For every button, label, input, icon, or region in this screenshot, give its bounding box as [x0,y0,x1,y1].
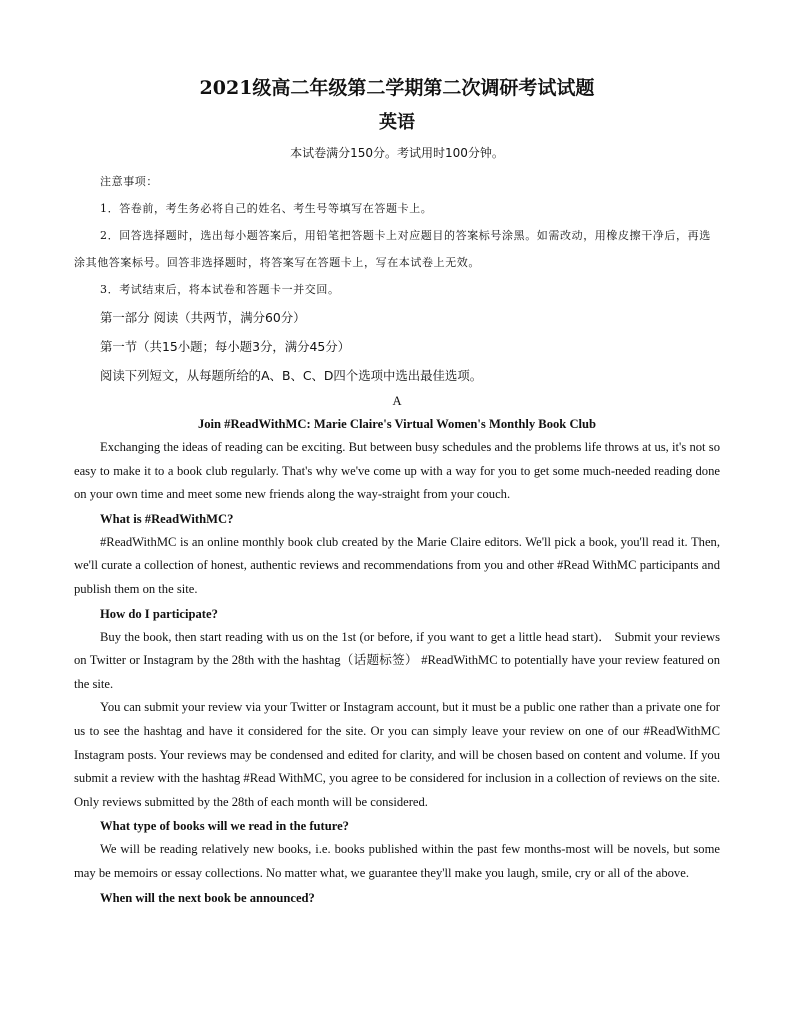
subheading-participate: How do I participate? [100,606,218,621]
notes-heading: 注意事项： [100,175,158,188]
note-3: 3．考试结束后，将本试卷和答题卡一并交回。 [100,283,340,296]
paragraph-3: Buy the book, then start reading with us on the 1st (or before, if you want to get a little head start)． Submit your reviews on Twitter or Instagram by the 28th with the hashtag（话题标签） #ReadWithMC to potentially have your review featured on the site. [74,629,720,691]
section-heading: 第一节（共15小题；每小题3分，满分45分） [100,339,351,354]
subject-title: 英语 [379,112,415,133]
paragraph-4: You can submit your review via your Twitter or Instagram account, but it must be a public one rather than a private one for us to see the hashtag and have it considered for the site. Or you can simply leave your review on one of our #ReadWithMC Instagram posts. Your reviews may be condensed and edited for clarity, and will be chosen based on content and volume. If you submit a review with the hashtag #Read WithMC, you agree to be considered for inclusion in a collection of reviews on the site. Only reviews submitted by the 28th of each month will be considered. [74,700,720,809]
passage-title: Join #ReadWithMC: Marie Claire's Virtual Women's Monthly Book Club [197,417,597,431]
subheading-next-book: When will the next book be announced? [100,890,315,905]
subheading-book-types: What type of books will we read in the future? [100,819,349,834]
directions: 阅读下列短文，从每题所给的A、B、C、D四个选项中选出最佳选项。 [100,368,483,383]
note-2: 2．回答选择题时，选出每小题答案后，用铅笔把答题卡上对应题目的答案标号涂黑。如需改动，用橡皮擦干净后，再选涂其他答案标号。回答非选择题时，将答案写在答题卡上，写在本试卷上无效。 [74,229,711,269]
paragraph-5: We will be reading relatively new books, i.e. books published within the past few months-most will be novels, but some may be memoirs or essay collections. No matter what, we guarantee they'll make you laugh, smile, cry or all of the above. [74,842,720,880]
paragraph-1: Exchanging the ideas of reading can be exciting. But between busy schedules and the problems life throws at us, it's not so easy to make it to a book club regularly. That's why we've come up with a way for you to get some much-needed reading done on your own time and meet some new friends along the way-straight from your couch. [74,440,720,502]
paragraph-2: #ReadWithMC is an online monthly book club created by the Marie Claire editors. We'll pick a book, you'll read it. Then, we'll curate a collection of honest, authentic reviews and recommendations from you and other #Read WithMC participants and publish them on the site. [74,534,720,596]
note-1: 1．答卷前，考生务必将自己的姓名、考生号等填写在答题卡上。 [100,202,433,215]
passage-letter: A [392,394,402,408]
subheading-what-is: What is #ReadWithMC? [100,511,234,526]
exam-title: 2021级高二年级第二学期第二次调研考试试题 [199,77,595,99]
part-heading: 第一部分 阅读（共两节，满分60分） [100,310,306,325]
exam-meta: 本试卷满分150分。考试用时100分钟。 [290,146,504,160]
